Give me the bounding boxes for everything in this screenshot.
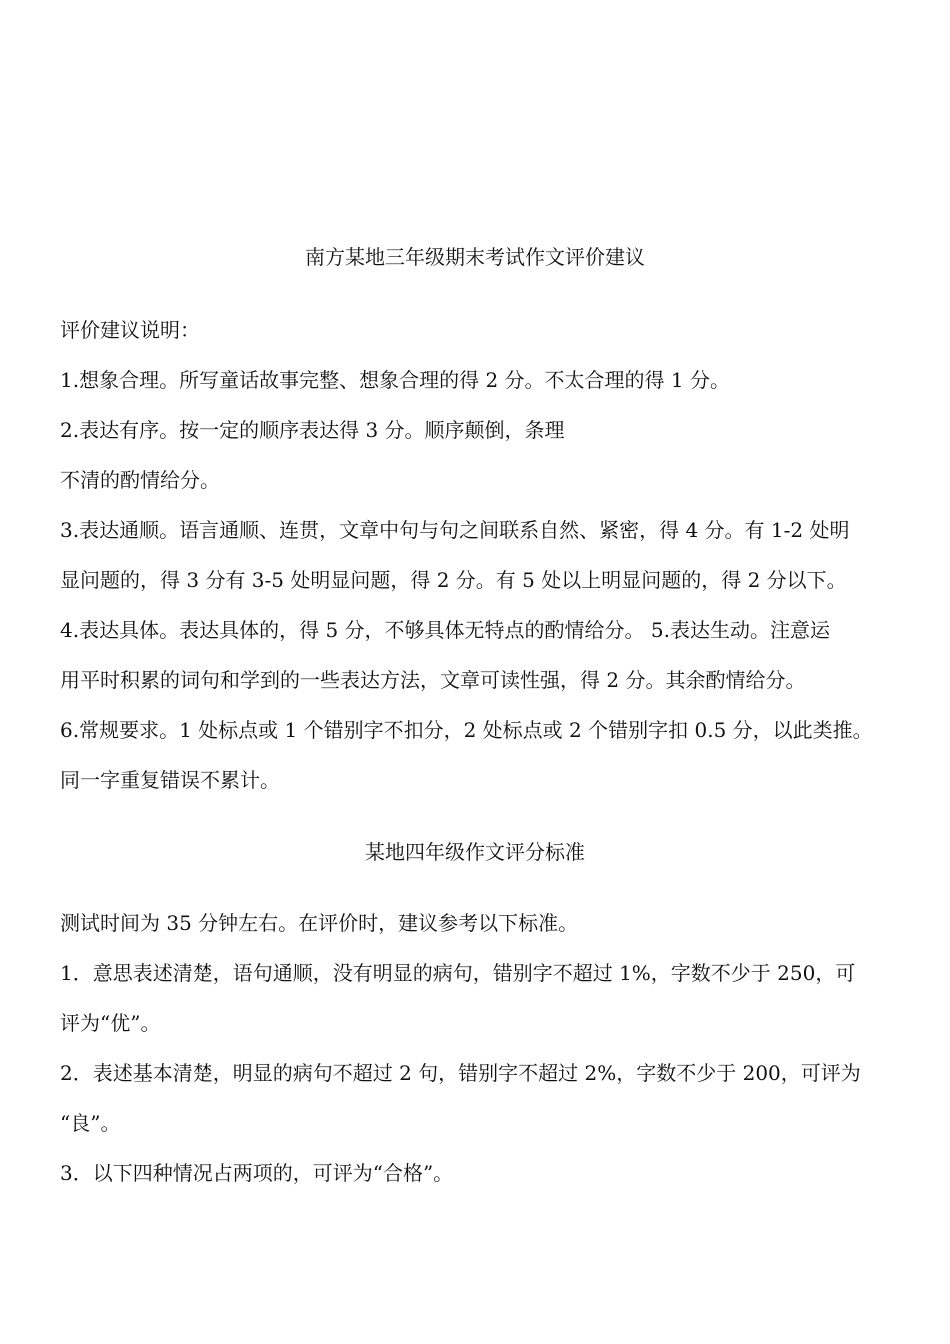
section1-line-8: 6.常规要求。1 处标点或 1 个错别字不扣分，2 处标点或 2 个错别字扣 0.5 分，以此类推。 xyxy=(60,718,873,742)
section2-line-0: 测试时间为 35 分钟左右。在评价时，建议参考以下标准。 xyxy=(60,911,579,935)
section1-line-1: 1.想象合理。所写童话故事完整、想象合理的得 2 分。不太合理的得 1 分。 xyxy=(60,368,730,392)
section1-line-2: 2.表达有序。按一定的顺序表达得 3 分。顺序颠倒，条理 xyxy=(60,418,565,442)
section1-line-9: 同一字重复错误不累计。 xyxy=(60,768,280,792)
section1-line-6: 4.表达具体。表达具体的，得 5 分，不够具体无特点的酌情给分。 5.表达生动。注意运 xyxy=(60,618,830,642)
section2-line-3: 2．表述基本清楚，明显的病句不超过 2 句，错别字不超过 2%，字数不少于 200，可评为 xyxy=(60,1061,861,1085)
section1-line-3: 不清的酌情给分。 xyxy=(60,468,220,492)
section2-line-1: 1．意思表述清楚，语句通顺，没有明显的病句，错别字不超过 1%，字数不少于 250，可 xyxy=(60,961,856,985)
section1-line-4: 3.表达通顺。语言通顺、连贯，文章中句与句之间联系自然、紧密，得 4 分。有 1-2 处明 xyxy=(60,518,850,542)
section2-line-5: 3．以下四种情况占两项的，可评为“合格”。 xyxy=(60,1161,454,1185)
section2-line-2: 评为“优”。 xyxy=(60,1011,161,1035)
section1-line-7: 用平时积累的词句和学到的一些表达方法，文章可读性强，得 2 分。其余酌情给分。 xyxy=(60,668,806,692)
section1-line-0: 评价建议说明： xyxy=(60,318,200,342)
section1-line-5: 显问题的，得 3 分有 3-5 处明显问题，得 2 分。有 5 处以上明显问题的，得 2 分以下。 xyxy=(60,568,847,592)
section2-title: 某地四年级作文评分标准 xyxy=(365,840,585,864)
section1-title: 南方某地三年级期末考试作文评价建议 xyxy=(305,245,645,269)
section2-line-4: “良”。 xyxy=(60,1111,121,1135)
